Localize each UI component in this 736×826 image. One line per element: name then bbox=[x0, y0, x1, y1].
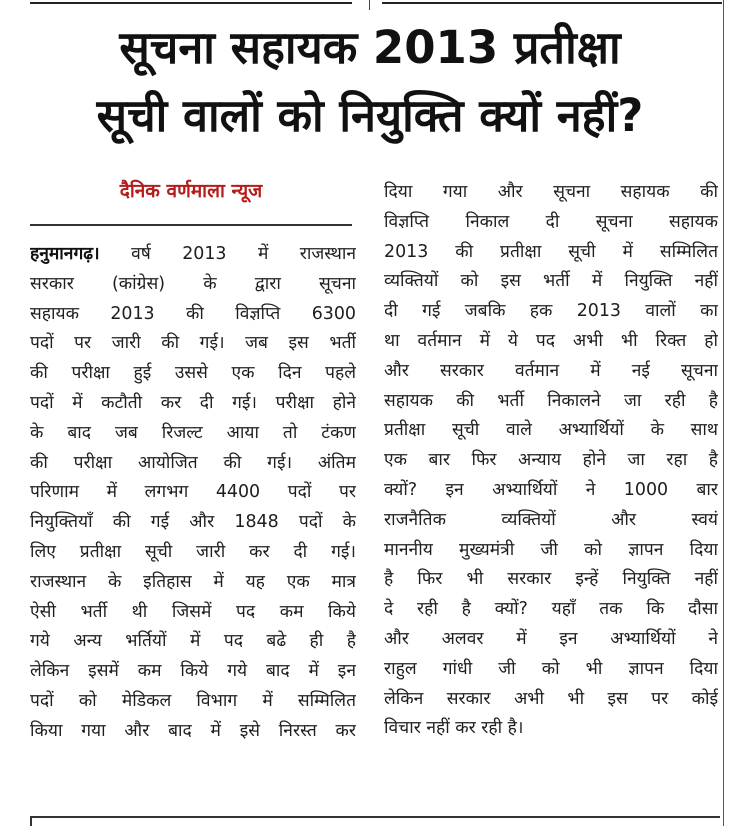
article-line: प्रतीक्षा सूची वाले अभ्यार्थियों के साथ bbox=[384, 420, 718, 441]
bottom-box-edge bbox=[30, 816, 32, 826]
column-separator-top bbox=[369, 0, 370, 10]
article-line: दे रही है क्यों? यहाँ तक कि दौसा bbox=[384, 599, 718, 620]
article-line: लेकिन सरकार अभी भी इस पर कोई bbox=[384, 688, 718, 709]
top-rule-left bbox=[30, 2, 352, 4]
byline-rule bbox=[30, 224, 352, 226]
article-line: राजनैतिक व्यक्तियों और स्वयं bbox=[384, 509, 718, 530]
article-line: 2013 की प्रतीक्षा सूची में सम्मिलित bbox=[384, 241, 718, 262]
article-line: सहायक 2013 की विज्ञप्ति 6300 bbox=[30, 303, 356, 324]
article-column-left bbox=[30, 240, 356, 747]
page-edge-right bbox=[723, 0, 724, 826]
article-line: लिए प्रतीक्षा सूची जारी कर दी गई। bbox=[30, 541, 356, 562]
article-line: पदों में कटौती कर दी गई। परीक्षा होने bbox=[30, 392, 356, 413]
top-rule-right bbox=[382, 2, 722, 4]
article-line: ऐसी भर्ती थी जिसमें पद कम किये bbox=[30, 601, 356, 622]
article-line: की परीक्षा हुई उससे एक दिन पहले bbox=[30, 363, 356, 384]
article-line: की परीक्षा आयोजित की गई। अंतिम bbox=[30, 452, 356, 473]
article-line: और अलवर में इन अभ्यार्थियों ने bbox=[384, 628, 718, 649]
article-line: राजस्थान के इतिहास में यह एक मात्र bbox=[30, 571, 356, 592]
article-line bbox=[30, 240, 356, 270]
article-line: विचार नहीं कर रही है। bbox=[384, 718, 524, 739]
article-line: दिया गया और सूचना सहायक की bbox=[384, 182, 718, 202]
article-line: है फिर भी सरकार इन्हें नियुक्ति नहीं bbox=[384, 569, 718, 590]
bottom-rule bbox=[30, 816, 720, 818]
article-line: माननीय मुख्यमंत्री जी को ज्ञापन दिया bbox=[384, 539, 718, 560]
byline: दैनिक वर्णमाला न्यूज bbox=[119, 180, 263, 202]
article-line: गये अन्य भर्तियों में पद बढे ही है bbox=[30, 631, 356, 652]
article-column-right bbox=[384, 178, 718, 744]
article-line: व्यक्तियों को इस भर्ती में नियुक्ति नहीं bbox=[384, 271, 718, 292]
article-line: एक बार फिर अन्याय होने जा रहा है bbox=[384, 450, 718, 471]
article-line: राहुल गांधी जी को भी ज्ञापन दिया bbox=[384, 658, 718, 679]
article-line: पदों पर जारी की गई। जब इस भर्ती bbox=[30, 333, 356, 354]
article-line: क्यों? इन अभ्यार्थियों ने 1000 बार bbox=[384, 479, 718, 500]
article-line-text: वर्ष 2013 में राजस्थान bbox=[99, 244, 356, 264]
article-line: किया गया और बाद में इसे निरस्त कर bbox=[30, 720, 356, 741]
article-line: सहायक की भर्ती निकालने जा रही है bbox=[384, 390, 718, 411]
article-line: पदों को मेडिकल विभाग में सम्मिलित bbox=[30, 690, 356, 711]
article-line: था वर्तमान में ये पद अभी भी रिक्त हो bbox=[384, 330, 718, 351]
article-line: परिणाम में लगभग 4400 पदों पर bbox=[30, 482, 356, 503]
article-line: सरकार (कांग्रेस) के द्वारा सूचना bbox=[30, 273, 356, 294]
headline-line-2: सूची वालों को नियुक्ति क्यों नहीं? bbox=[96, 89, 644, 142]
article-line: लेकिन इसमें कम किये गये बाद में इन bbox=[30, 661, 356, 682]
article-line: नियुक्तियाँ की गई और 1848 पदों के bbox=[30, 512, 356, 533]
article-line: और सरकार वर्तमान में नई सूचना bbox=[384, 360, 718, 381]
headline bbox=[20, 14, 720, 150]
article-line: विज्ञप्ति निकाल दी सूचना सहायक bbox=[384, 211, 718, 232]
article-line: के बाद जब रिजल्ट आया तो टंकण bbox=[30, 422, 356, 443]
dateline: हनुमानगढ़। bbox=[30, 244, 100, 264]
headline-line-1: सूचना सहायक 2013 प्रतीक्षा bbox=[119, 21, 621, 74]
article-line: दी गई जबकि हक 2013 वालों का bbox=[384, 301, 718, 322]
